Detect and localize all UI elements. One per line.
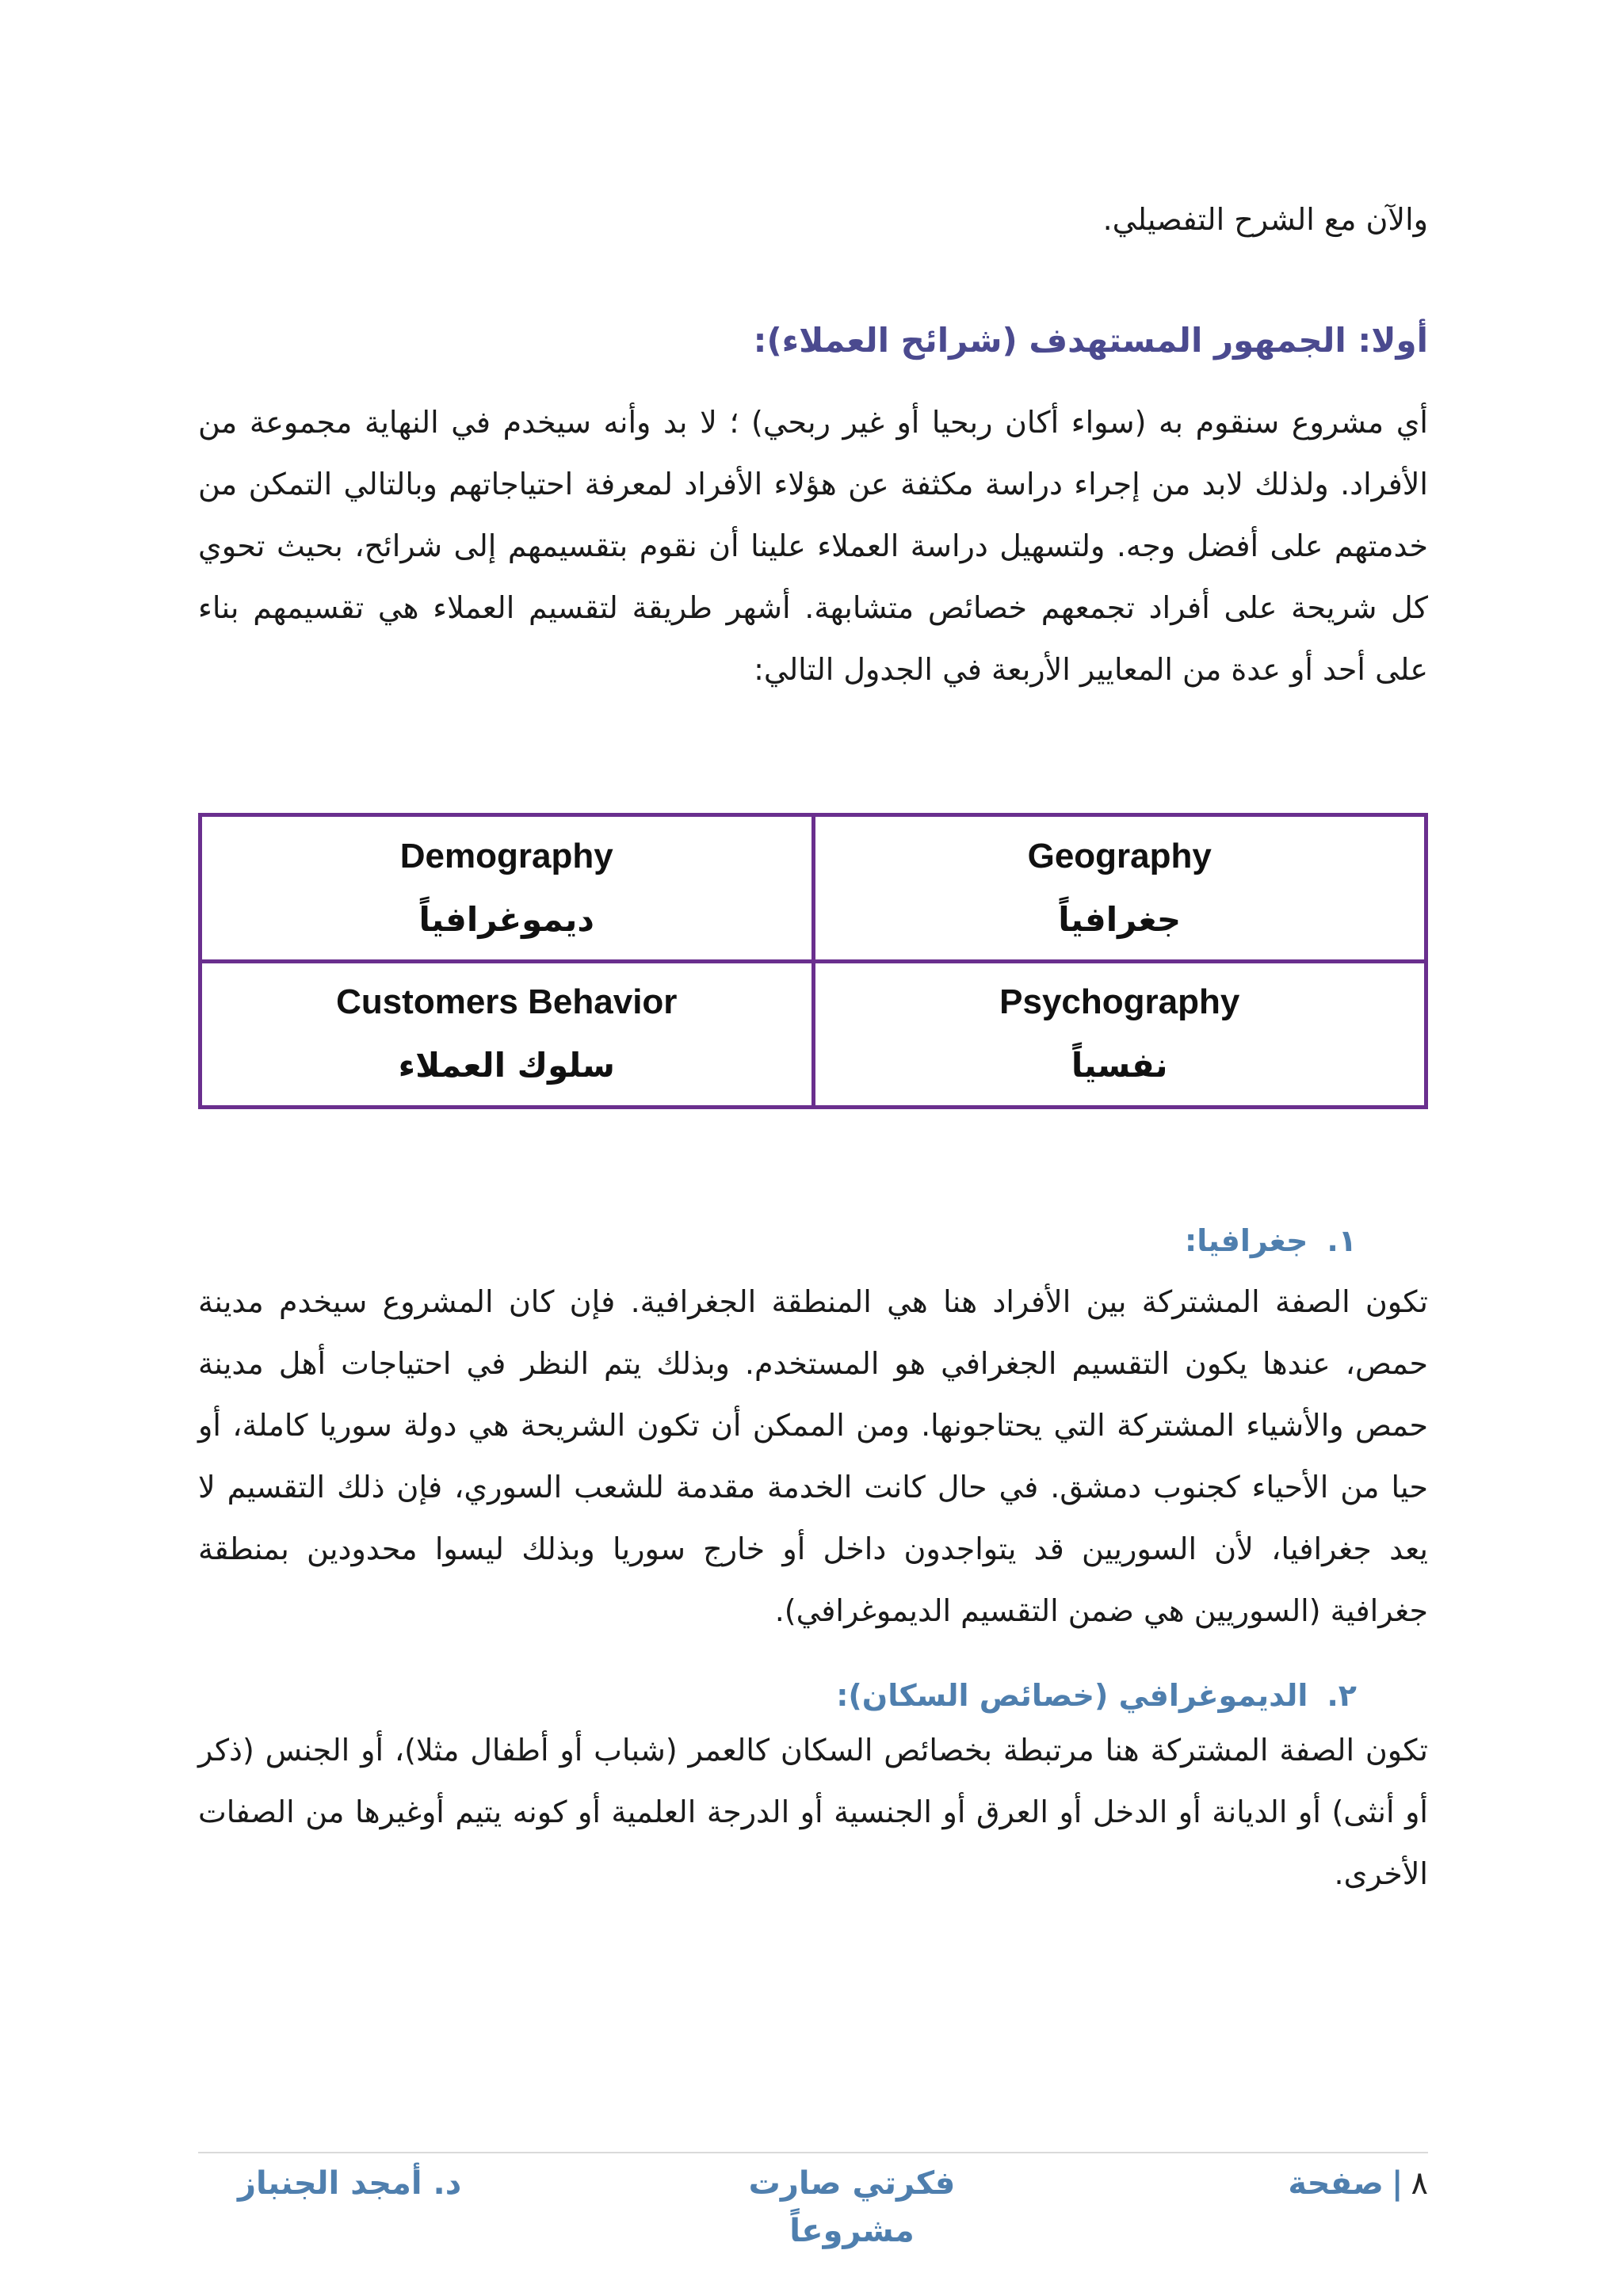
cell-behavior-ar: سلوك العملاء	[398, 1046, 615, 1085]
paragraph-geography: تكون الصفة المشتركة بين الأفراد هنا هي المنطقة الجغرافية. فإن كان المشروع سيخدم مدينة حمص، عندها يكون التقسيم الجغرافي هو المستخدم. وبذلك يتم النظر في احتياجات أهل مدينة حمص والأشياء المشتركة التي يحتاجونها. ومن الممكن أن تكون الشريحة هي دولة سوريا كاملة، أو حيا من الأحياء كجنوب دمشق. في حال كانت الخدمة مقدمة للشعب السوري، فإن ذلك التقسيم لا يعد جغرافيا، لأن السوريين قد يتواجدون داخل أو خارج سوريا وبذلك ليسوا محدودين بمنطقة جغرافية (السوريين هي ضمن التقسيم الديموغرافي).	[198, 1284, 1428, 1628]
cell-behavior	[200, 961, 814, 1108]
page-number: ٨	[1411, 2165, 1428, 2202]
author-name: د. أمجد الجنباز	[238, 2165, 462, 2202]
intro-line: والآن مع الشرح التفصيلي.	[1102, 202, 1428, 237]
subheading-title: الديموغرافي (خصائص السكان):	[836, 1678, 1308, 1713]
cell-behavior-en: Customers Behavior	[336, 982, 678, 1022]
footer-separator: |	[1391, 2165, 1403, 2202]
cell-geography-ar: جغرافياً	[1058, 899, 1182, 939]
cell-demography	[200, 815, 814, 962]
cell-psychography	[813, 961, 1426, 1108]
subheading-demography	[198, 1672, 1428, 1719]
table-row	[200, 815, 1426, 962]
footer-divider	[198, 2152, 1428, 2153]
book-title: فكرتي صارت مشروعاً	[748, 2165, 956, 2249]
footer-page-info	[1288, 2160, 1428, 2207]
cell-geography	[813, 815, 1426, 962]
table-row	[200, 961, 1426, 1108]
page-label: صفحة	[1288, 2165, 1384, 2202]
subheading-number: ١.	[1327, 1223, 1357, 1258]
subheading-title: جغرافيا:	[1185, 1223, 1308, 1258]
cell-demography-ar: ديموغرافياً	[418, 899, 594, 939]
cell-psychography-ar: نفسياً	[1071, 1046, 1168, 1085]
paragraph-intro: أي مشروع سنقوم به (سواء أكان ربحيا أو غير ربحي) ؛ لا بد وأنه سيخدم في النهاية مجموعة من الأفراد. ولذلك لابد من إجراء دراسة مكثفة عن هؤلاء الأفراد لمعرفة احتياجاتهم وبالتالي التمكن من خدمتهم على أفضل وجه. ولتسهيل دراسة العملاء علينا أن نقوم بتقسيمهم إلى شرائح، بحيث تحوي كل شريحة على أفراد تجمعهم خصائص متشابهة. أشهر طريقة لتقسيم العملاء هي تقسيمهم بناء على أحد أو عدة من المعايير الأربعة في الجدول التالي:	[198, 405, 1428, 687]
section-title: أولا: الجمهور المستهدف (شرائح العملاء):	[753, 321, 1428, 360]
cell-demography-en: Demography	[399, 836, 613, 875]
subheading-geography	[198, 1217, 1428, 1264]
page-body	[198, 0, 1428, 2296]
page-footer	[198, 2160, 1428, 2249]
subheading-number: ٢.	[1327, 1678, 1357, 1713]
cell-psychography-en: Psychography	[999, 982, 1240, 1022]
paragraph-demography: تكون الصفة المشتركة هنا مرتبطة بخصائص السكان كالعمر (شباب أو أطفال مثلا)، أو الجنس (ذكر أو أنثى) أو الديانة أو الدخل أو العرق أو الجنسية أو الدرجة العلمية أو كونه يتيم أوغيرها من الصفات الأخرى.	[198, 1733, 1428, 1891]
cell-geography-en: Geography	[1027, 836, 1212, 875]
segmentation-table	[198, 813, 1428, 1109]
